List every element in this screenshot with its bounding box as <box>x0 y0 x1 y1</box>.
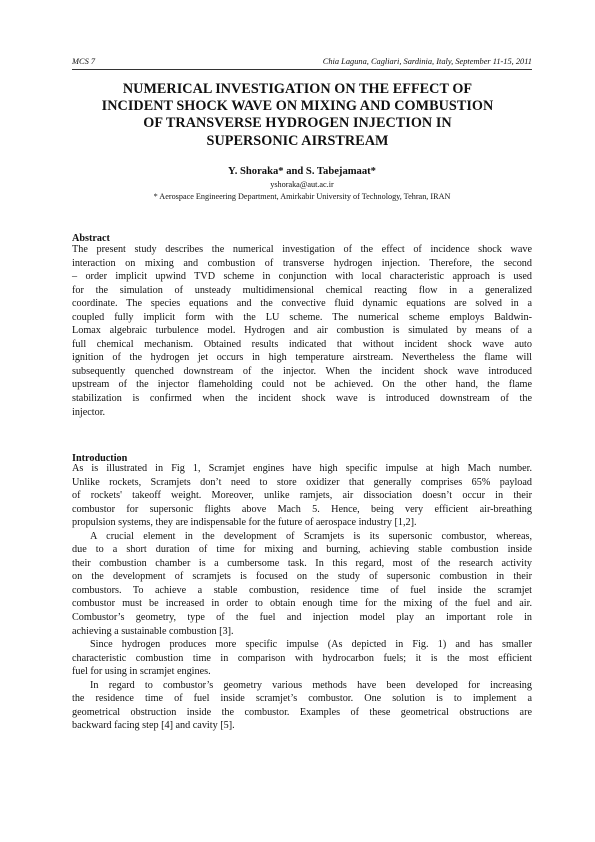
title-line: NUMERICAL INVESTIGATION ON THE EFFECT OF <box>122 81 473 97</box>
intro-line: Combustor’s geometry, type of the fuel and injection model play an important role in <box>72 612 532 624</box>
author-affiliation: * Aerospace Engineering Department, Amirkabir University of Technology, Tehran, IRAN <box>153 192 451 201</box>
title-line: OF TRANSVERSE HYDROGEN INJECTION IN <box>143 115 452 132</box>
intro-line: A crucial element in the development of Scramjets is its supersonic combustor, whereas, <box>90 530 532 542</box>
intro-line: In regard to combustor’s geometry various methods have been developed for increasing <box>90 679 532 691</box>
intro-line: on the development of scramjets is focused on the study of supersonic combustion in their <box>72 571 532 583</box>
intro-line: their combustion chamber is a cumbersome task. In this regard, most of the research activity <box>72 557 532 569</box>
header-venue-date: Chia Laguna, Cagliari, Sardinia, Italy, September 11-15, 2011 <box>322 57 532 66</box>
intro-line: due to a short duration of time for mixing and burning, achieving stable combustion inside <box>72 544 532 556</box>
abstract-line: upstream of the injector flameholding could not be achieved. On the other hand, the flame <box>72 379 532 391</box>
intro-line: combustor for supersonic flights above Mach 5. Hence, being very efficient air-breathing <box>72 503 532 515</box>
intro-line: Unlike rockets, Scramjets don’t need to store oxidizer that generally comprises 65% payload <box>72 476 532 488</box>
intro-line: combustor must be increased in order to obtain enough time for the mixing of the fuel and air. <box>72 598 532 610</box>
header-rule <box>72 69 532 70</box>
header-conference-code: MCS 7 <box>72 57 96 66</box>
abstract-line: full chemical mechanism. Obtained results indicated that without incident shock wave auto <box>72 338 532 350</box>
author-email: yshoraka@aut.ac.ir <box>270 180 334 189</box>
author-list: Y. Shoraka* and S. Tabejamaat* <box>228 166 376 177</box>
abstract-line: coupled fully implicit form with the LU scheme. The numerical scheme employs Baldwin- <box>72 311 532 323</box>
abstract-line: coordinate. The species equations and the convective fluid dynamic equations are solved in a <box>72 298 532 310</box>
abstract-heading: Abstract <box>72 233 110 244</box>
abstract-line: Lomax algebraic turbulence model. Hydrogen and air combustion is simulated by means of a <box>72 325 532 337</box>
intro-line: geometrical obstruction inside the combustor. Examples of these geometrical obstructions are <box>72 706 532 718</box>
abstract-body <box>72 243 532 419</box>
abstract-line: ignition of the hydrogen jet occurs in high temperature airstream. Nevertheless the flame will <box>72 352 532 364</box>
abstract-line: stabilization is confirmed when the incident shock wave is introduced downstream of the <box>72 393 532 405</box>
abstract-line: subsequently quenched downstream of the injector. When the incident shock wave introduced <box>72 365 532 377</box>
intro-line: achieving a sustainable combustion [3]. <box>72 625 234 637</box>
intro-line: propulsion systems, they are indispensable for the future of aerospace industry [1,2]. <box>72 517 417 529</box>
intro-line: characteristic combustion time in comparison with hydrocarbon fuels; it is the most efficient <box>72 652 532 664</box>
abstract-line: injector. <box>72 406 106 418</box>
abstract-line: The present study describes the numerical investigation of the effect of incidence shock wave <box>72 244 532 255</box>
intro-line: fuel for using in scramjet engines. <box>72 666 211 678</box>
title-line: INCIDENT SHOCK WAVE ON MIXING AND COMBUSTION <box>101 98 494 115</box>
abstract-line: for the simulation of unsteady multidimensional chemical reacting flow in a generalized <box>72 284 532 296</box>
introduction-heading: Introduction <box>72 453 128 464</box>
intro-line: backward facing step [4] and cavity [5]. <box>72 720 235 732</box>
intro-line: As is illustrated in Fig 1, Scramjet engines have high specific impulse at high Mach number. <box>72 463 532 474</box>
running-header <box>72 56 532 70</box>
title-line: SUPERSONIC AIRSTREAM <box>206 132 389 149</box>
intro-line: the residence time of fuel inside scramjet’s combustor. One solution is to implement a <box>72 693 532 705</box>
intro-line: combustors. To achieve a stable combustion, residence time of fuel inside the scramjet <box>72 584 532 596</box>
abstract-line: – order implicit upwind TVD scheme in conjunction with local characteristic approach is used <box>72 271 532 283</box>
intro-line: Since hydrogen produces more specific impulse (As depicted in Fig. 1) and has smaller <box>90 639 532 651</box>
abstract-line: interaction on mixing and combustion of transverse hydrogen injection. Therefore, the second <box>72 257 532 269</box>
intro-line: of rockets' takeoff weight. Moreover, unlike ramjets, air dissociation doesn’t occur in their <box>72 490 532 502</box>
introduction-body <box>72 462 532 733</box>
paper-title <box>60 81 535 150</box>
